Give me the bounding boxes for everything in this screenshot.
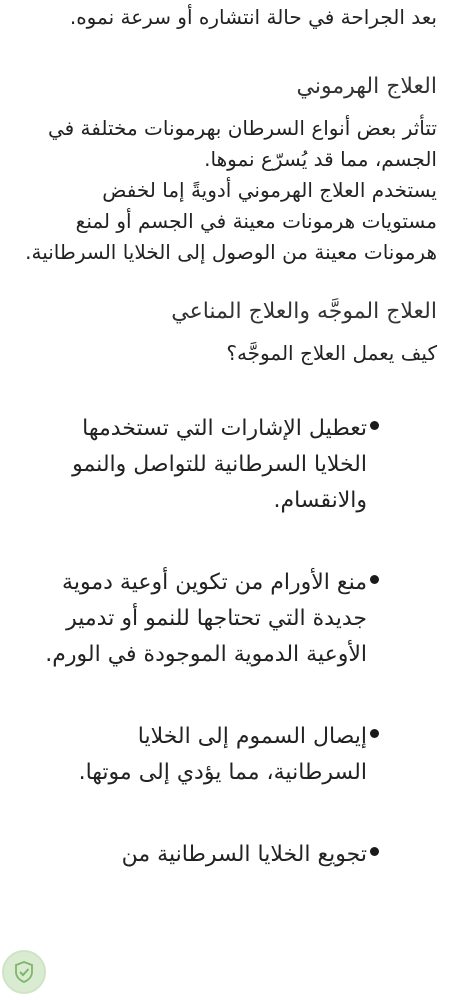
- check-shield-icon: [12, 960, 36, 984]
- targeted-question: كيف يعمل العلاج الموجَّه؟: [226, 341, 437, 365]
- bullet-dot: [370, 847, 379, 856]
- site-badge[interactable]: [2, 950, 46, 994]
- intro-paragraph-end: بعد الجراحة في حالة انتشاره أو سرعة نموه.: [69, 5, 437, 29]
- list-item-text: إيصال السموم إلى الخلايا السرطانية، مما يؤدي إلى موتها.: [78, 724, 367, 785]
- list-item-text: تجويع الخلايا السرطانية من: [121, 842, 367, 867]
- section-heading-hormonal-therapy: العلاج الهرموني: [296, 74, 437, 99]
- section-heading-targeted-immunotherapy: العلاج الموجَّه والعلاج المناعي: [171, 299, 437, 324]
- list-item-text: منع الأورام من تكوين أوعية دموية جديدة التي تحتاجها للنمو أو تدمير الأوعية الدموية الموجودة في الورم.: [45, 570, 367, 667]
- list-item: [22, 837, 437, 873]
- list-item-text: تعطيل الإشارات التي تستخدمها الخلايا السرطانية للتواصل والنمو والانقسام.: [72, 416, 367, 513]
- hormonal-paragraph-2: يستخدم العلاج الهرموني أدويةً إما لخفض مستويات هرمونات معينة في الجسم أو لمنع هرمونات معينة من الوصول إلى الخلايا السرطانية.: [25, 178, 437, 264]
- list-item: [22, 565, 437, 673]
- list-item: [22, 411, 437, 519]
- hormonal-paragraph-1: تتأثر بعض أنواع السرطان بهرمونات مختلفة في الجسم، مما قد يُسرّع نموها.: [47, 116, 437, 171]
- targeted-mechanisms-list: [22, 411, 437, 873]
- bullet-dot: [370, 729, 379, 738]
- list-item: [22, 719, 437, 791]
- bullet-dot: [370, 421, 379, 430]
- bullet-dot: [370, 575, 379, 584]
